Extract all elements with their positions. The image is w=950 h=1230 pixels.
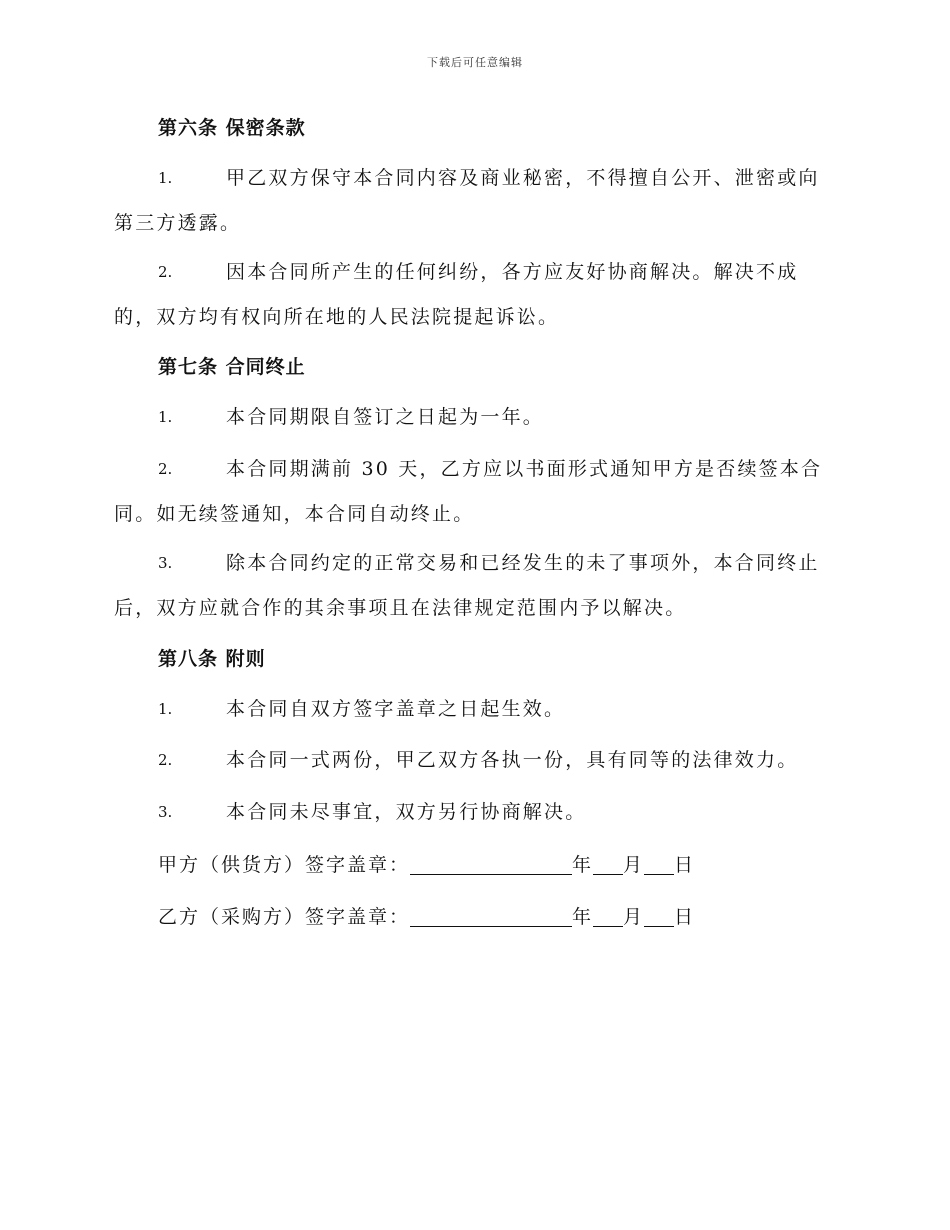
clause-text: 本合同一式两份，甲乙双方各执一份，具有同等的法律效力。 [226, 749, 799, 771]
clause-item [114, 541, 834, 631]
clause-text: 除本合同约定的正常交易和已经发生的未了事项外，本合同终止后，双方应就合作的其余事项且在法律规定范围内予以解决。 [114, 552, 820, 619]
clause-item [114, 790, 834, 835]
year-label: 年 [572, 906, 594, 928]
month-blank[interactable] [593, 854, 623, 875]
clause-text: 本合同期满前 30 天，乙方应以书面形式通知甲方是否续签本合同。如无续签通知，本合同自动终止。 [114, 458, 823, 525]
clause-number: 1. [158, 700, 173, 718]
clause-number: 2. [158, 263, 173, 281]
clause-number: 2. [158, 460, 173, 478]
clause-item [114, 156, 834, 246]
clause-text: 甲乙双方保守本合同内容及商业秘密，不得擅自公开、泄密或向第三方透露。 [114, 167, 820, 234]
page-header: 下载后可任意编辑 [427, 56, 523, 69]
clause-text: 本合同未尽事宜，双方另行协商解决。 [226, 801, 587, 823]
clause-number: 1. [158, 408, 173, 426]
signature-line-party-a [158, 851, 695, 879]
clause-number: 3. [158, 803, 173, 821]
day-label: 日 [674, 906, 696, 928]
clause-item [114, 395, 834, 440]
day-label: 日 [674, 854, 696, 876]
clause-item [114, 447, 834, 537]
clause-text: 因本合同所产生的任何纠纷，各方应友好协商解决。解决不成的，双方均有权向所在地的人民法院提起诉讼。 [114, 261, 799, 328]
signature-label: 甲方（供货方）签字盖章： [158, 854, 411, 876]
clause-text: 本合同期限自签订之日起为一年。 [226, 406, 545, 428]
day-blank[interactable] [644, 854, 674, 875]
clause-number: 3. [158, 554, 173, 572]
signature-line-party-b [158, 903, 695, 931]
signature-blank[interactable] [410, 854, 572, 875]
month-label: 月 [623, 854, 645, 876]
section-heading-termination: 第七条 合同终止 [158, 356, 306, 378]
section-heading-appendix: 第八条 附则 [158, 648, 266, 670]
day-blank[interactable] [644, 906, 674, 927]
signature-blank[interactable] [410, 906, 572, 927]
clause-number: 1. [158, 169, 173, 187]
clause-item [114, 687, 834, 732]
clause-number: 2. [158, 751, 173, 769]
signature-label: 乙方（采购方）签字盖章： [158, 906, 411, 928]
clause-item [114, 738, 834, 783]
clause-item [114, 250, 834, 340]
month-blank[interactable] [593, 906, 623, 927]
section-heading-confidentiality: 第六条 保密条款 [158, 117, 306, 139]
month-label: 月 [623, 906, 645, 928]
clause-text: 本合同自双方签字盖章之日起生效。 [226, 698, 566, 720]
year-label: 年 [572, 854, 594, 876]
